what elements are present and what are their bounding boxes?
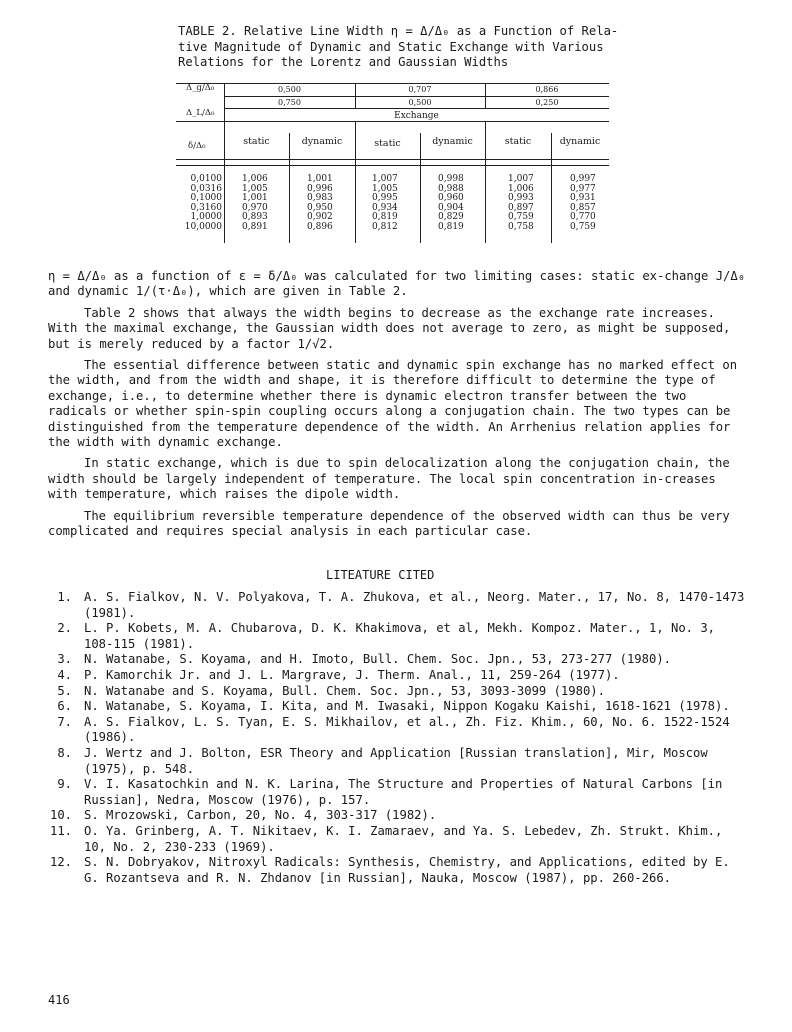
table-cell: 0,891 xyxy=(242,221,268,232)
reference-item xyxy=(48,824,748,855)
reference-item xyxy=(48,808,748,824)
paragraph: η = Δ/Δ₀ as a function of ε = δ/Δ₀ was calculated for two limiting cases: static ex-change J/Δ₀ and dynamic 1/(τ·Δ₀), which are given in Table 2. xyxy=(48,269,746,299)
reference-text: N. Watanabe, S. Koyama, and H. Imoto, Bull. Chem. Soc. Jpn., 53, 273-277 (1980). xyxy=(84,652,671,667)
reference-item xyxy=(48,715,748,746)
table-cell: 0,3160 xyxy=(190,202,222,213)
table-cell: 0,983 xyxy=(307,193,333,204)
table-cell: 0,819 xyxy=(372,212,398,223)
table-cell: 0,759 xyxy=(570,221,596,232)
paragraph: Table 2 shows that always the width begins to decrease as the exchange rate increases. With the maximal exchange, the Gaussian width does not average to zero, as might be supposed, but is merely reduced by a factor 1/√2. xyxy=(48,305,731,351)
reference-text: P. Kamorchik Jr. and J. L. Margrave, J. Therm. Anal., 11, 259-264 (1977). xyxy=(84,667,620,682)
reference-item xyxy=(48,668,748,684)
column-header-static: static xyxy=(243,136,270,147)
paragraph: In static exchange, which is due to spin delocalization along the conjugation chain, the width should be largely independent of temperature. The local spin concentration in-creases with temperature, which raises the dipole width. xyxy=(48,456,730,502)
reference-item xyxy=(48,684,748,700)
table-cell: 0,950 xyxy=(307,202,333,213)
table-cell: 0,758 xyxy=(508,221,534,232)
table-cell: 0,1000 xyxy=(190,193,222,204)
reference-number: 11. xyxy=(49,823,72,838)
table-cell: 0,997 xyxy=(570,174,596,184)
table-cell: 1,001 xyxy=(307,174,333,184)
reference-item xyxy=(48,590,748,621)
row1-value: 0,500 xyxy=(278,85,301,94)
table-cell: 0,934 xyxy=(372,202,398,213)
table-cell: 1,0000 xyxy=(190,212,222,223)
page-number: 416 xyxy=(48,993,70,1007)
table-rule xyxy=(176,165,609,166)
table-rule xyxy=(176,121,609,122)
row2-value: 0,500 xyxy=(408,98,432,107)
table-cell: 0,770 xyxy=(570,212,596,223)
row2-value: 0,250 xyxy=(535,98,559,107)
table-cell: 0,995 xyxy=(372,193,398,204)
table-cell: 0,902 xyxy=(307,212,333,223)
reference-item xyxy=(48,746,748,777)
table-divider xyxy=(224,83,225,243)
reference-number: 7. xyxy=(57,714,72,729)
column-header-dynamic: dynamic xyxy=(559,136,601,147)
table-cell: 0,0316 xyxy=(190,183,222,194)
references-title: LITEATURE CITED xyxy=(326,568,435,582)
dynamic-column-1 xyxy=(307,175,333,233)
table-cell: 1,007 xyxy=(508,174,534,184)
reference-text: J. Wertz and J. Bolton, ESR Theory and Application [Russian translation], Mir, Moscow (1975), p. 548. xyxy=(84,745,708,776)
table-cell: 0,970 xyxy=(242,202,268,213)
table-divider xyxy=(420,133,421,243)
column-header-static: static xyxy=(504,136,532,147)
table-cell: 0,759 xyxy=(508,212,534,223)
row2-value: 0,750 xyxy=(278,98,301,107)
reference-number: 9. xyxy=(57,777,72,792)
exchange-label: Exchange xyxy=(394,111,439,121)
body-text xyxy=(48,269,748,540)
reference-number: 8. xyxy=(57,745,72,760)
table-rule xyxy=(176,159,609,160)
table-cell: 1,006 xyxy=(508,183,534,194)
table-divider xyxy=(551,133,552,243)
reference-number: 1. xyxy=(57,590,72,604)
column-header-dynamic: dynamic xyxy=(301,136,343,147)
column-header-static: static xyxy=(374,138,401,149)
table-cell: 0,819 xyxy=(438,221,464,232)
table-top-rule xyxy=(176,83,609,84)
reference-number: 5. xyxy=(57,683,72,698)
table-cell: 0,931 xyxy=(570,193,596,204)
table-cell: 0,977 xyxy=(570,183,596,194)
table-cell: 0,996 xyxy=(307,183,333,194)
reference-number: 12. xyxy=(49,855,72,870)
reference-item xyxy=(48,621,748,652)
table-cell: 0,904 xyxy=(438,202,464,213)
reference-text: S. N. Dobryakov, Nitroxyl Radicals: Synthesis, Chemistry, and Applications, edited by E. G. Rozantseva and R. N. Zhdanov [in Russian], Nauka, Moscow (1987), pp. 260-266. xyxy=(84,855,730,885)
table-cell: 0,896 xyxy=(307,221,333,232)
reference-text: N. Watanabe and S. Koyama, Bull. Chem. Soc. Jpn., 53, 3093-3099 (1980). xyxy=(84,683,605,698)
table-rule xyxy=(224,96,609,97)
table-cell: 0,829 xyxy=(438,212,464,223)
table-cell: 0,897 xyxy=(508,202,534,213)
table-cell: 0,857 xyxy=(570,202,596,213)
dynamic-column-2 xyxy=(438,175,464,233)
reference-text: V. I. Kasatochkin and N. K. Larina, The Structure and Properties of Natural Carbons [in Russian], Nedra, Moscow (1976), p. 157. xyxy=(84,777,723,807)
reference-item xyxy=(48,777,748,808)
reference-number: 3. xyxy=(57,652,72,667)
dynamic-column-3 xyxy=(570,175,596,233)
reference-text: A. S. Fialkov, L. S. Tyan, E. S. Mikhailov, et al., Zh. Fiz. Khim., 60, No. 6. 1522-1524 (1986). xyxy=(84,714,730,745)
table-cell: 1,006 xyxy=(242,174,268,184)
row1-label: Δ_g/Δ₀ xyxy=(186,83,215,93)
row1-value: 0,866 xyxy=(535,85,559,94)
table-cell: 0,893 xyxy=(242,212,268,223)
table-cell: 0,0100 xyxy=(190,174,222,184)
static-column-1 xyxy=(242,175,268,233)
table-cell: 1,005 xyxy=(242,183,268,194)
row1-value: 0,707 xyxy=(408,85,432,94)
reference-text: L. P. Kobets, M. A. Chubarova, D. K. Khakimova, et al, Mekh. Kompoz. Mater., 1, No. 3, 108-115 (1981). xyxy=(84,621,716,651)
paragraph: The essential difference between static and dynamic spin exchange has no marked effect on the width, and from the width and shape, it is therefore difficult to determine the type of exchange, i.e., to determine whether there is dynamic electron transfer between the two radicals or whether spin-spin coupling occurs along a conjugation chain. The two types can be distinguished from the temperature dependence of the width. An Arrhenius relation applies for the width with dynamic exchange. xyxy=(48,358,738,450)
reference-item xyxy=(48,699,748,715)
paragraph: The equilibrium reversible temperature dependence of the observed width can thus be very complicated and requires special analysis in each particular case. xyxy=(48,508,730,539)
static-column-3 xyxy=(508,175,534,233)
reference-text: O. Ya. Grinberg, A. T. Nikitaev, K. I. Zamaraev, and Ya. S. Lebedev, Zh. Strukt. Khim., 10, No. 2, 230-233 (1969). xyxy=(84,823,723,854)
column-header-dynamic: dynamic xyxy=(432,136,473,147)
table-divider xyxy=(289,133,290,243)
reference-item xyxy=(48,652,748,668)
reference-item xyxy=(48,855,748,886)
reference-number: 6. xyxy=(57,699,72,714)
table-cell: 1,005 xyxy=(372,183,398,194)
table-cell: 0,993 xyxy=(508,193,534,204)
references-list xyxy=(48,590,748,886)
reference-number: 4. xyxy=(57,667,72,682)
reference-number: 2. xyxy=(57,621,72,636)
table-cell: 0,960 xyxy=(438,193,464,204)
row2-label: Δ_L/Δ₀ xyxy=(186,108,215,118)
delta-column xyxy=(176,175,222,233)
table-rule xyxy=(224,108,609,109)
reference-text: A. S. Fialkov, N. V. Polyakova, T. A. Zhukova, et al., Neorg. Mater., 17, No. 8, 1470-1473 (1981). xyxy=(84,590,745,620)
table-cell: 1,007 xyxy=(372,174,398,184)
reference-text: N. Watanabe, S. Koyama, I. Kita, and M. Iwasaki, Nippon Kogaku Kaishi, 1618-1621 (1978). xyxy=(84,699,730,714)
table-caption: TABLE 2. Relative Line Width η = Δ/Δ₀ as a Function of Rela- tive Magnitude of Dynamic and Static Exchange with Various Relations for the Lorentz and Gaussian Widths xyxy=(178,24,619,69)
table-cell: 0,988 xyxy=(438,183,464,194)
table-cell: 0,998 xyxy=(438,174,464,184)
table-cell: 1,001 xyxy=(242,193,268,204)
table-cell: 0,812 xyxy=(372,221,398,232)
static-column-2 xyxy=(372,175,398,233)
reference-text: S. Mrozowski, Carbon, 20, No. 4, 303-317 (1982). xyxy=(84,808,437,823)
table-cell: 10,0000 xyxy=(184,221,222,232)
reference-number: 10. xyxy=(49,808,72,823)
delta-column-header: δ/Δ₀ xyxy=(188,141,206,151)
